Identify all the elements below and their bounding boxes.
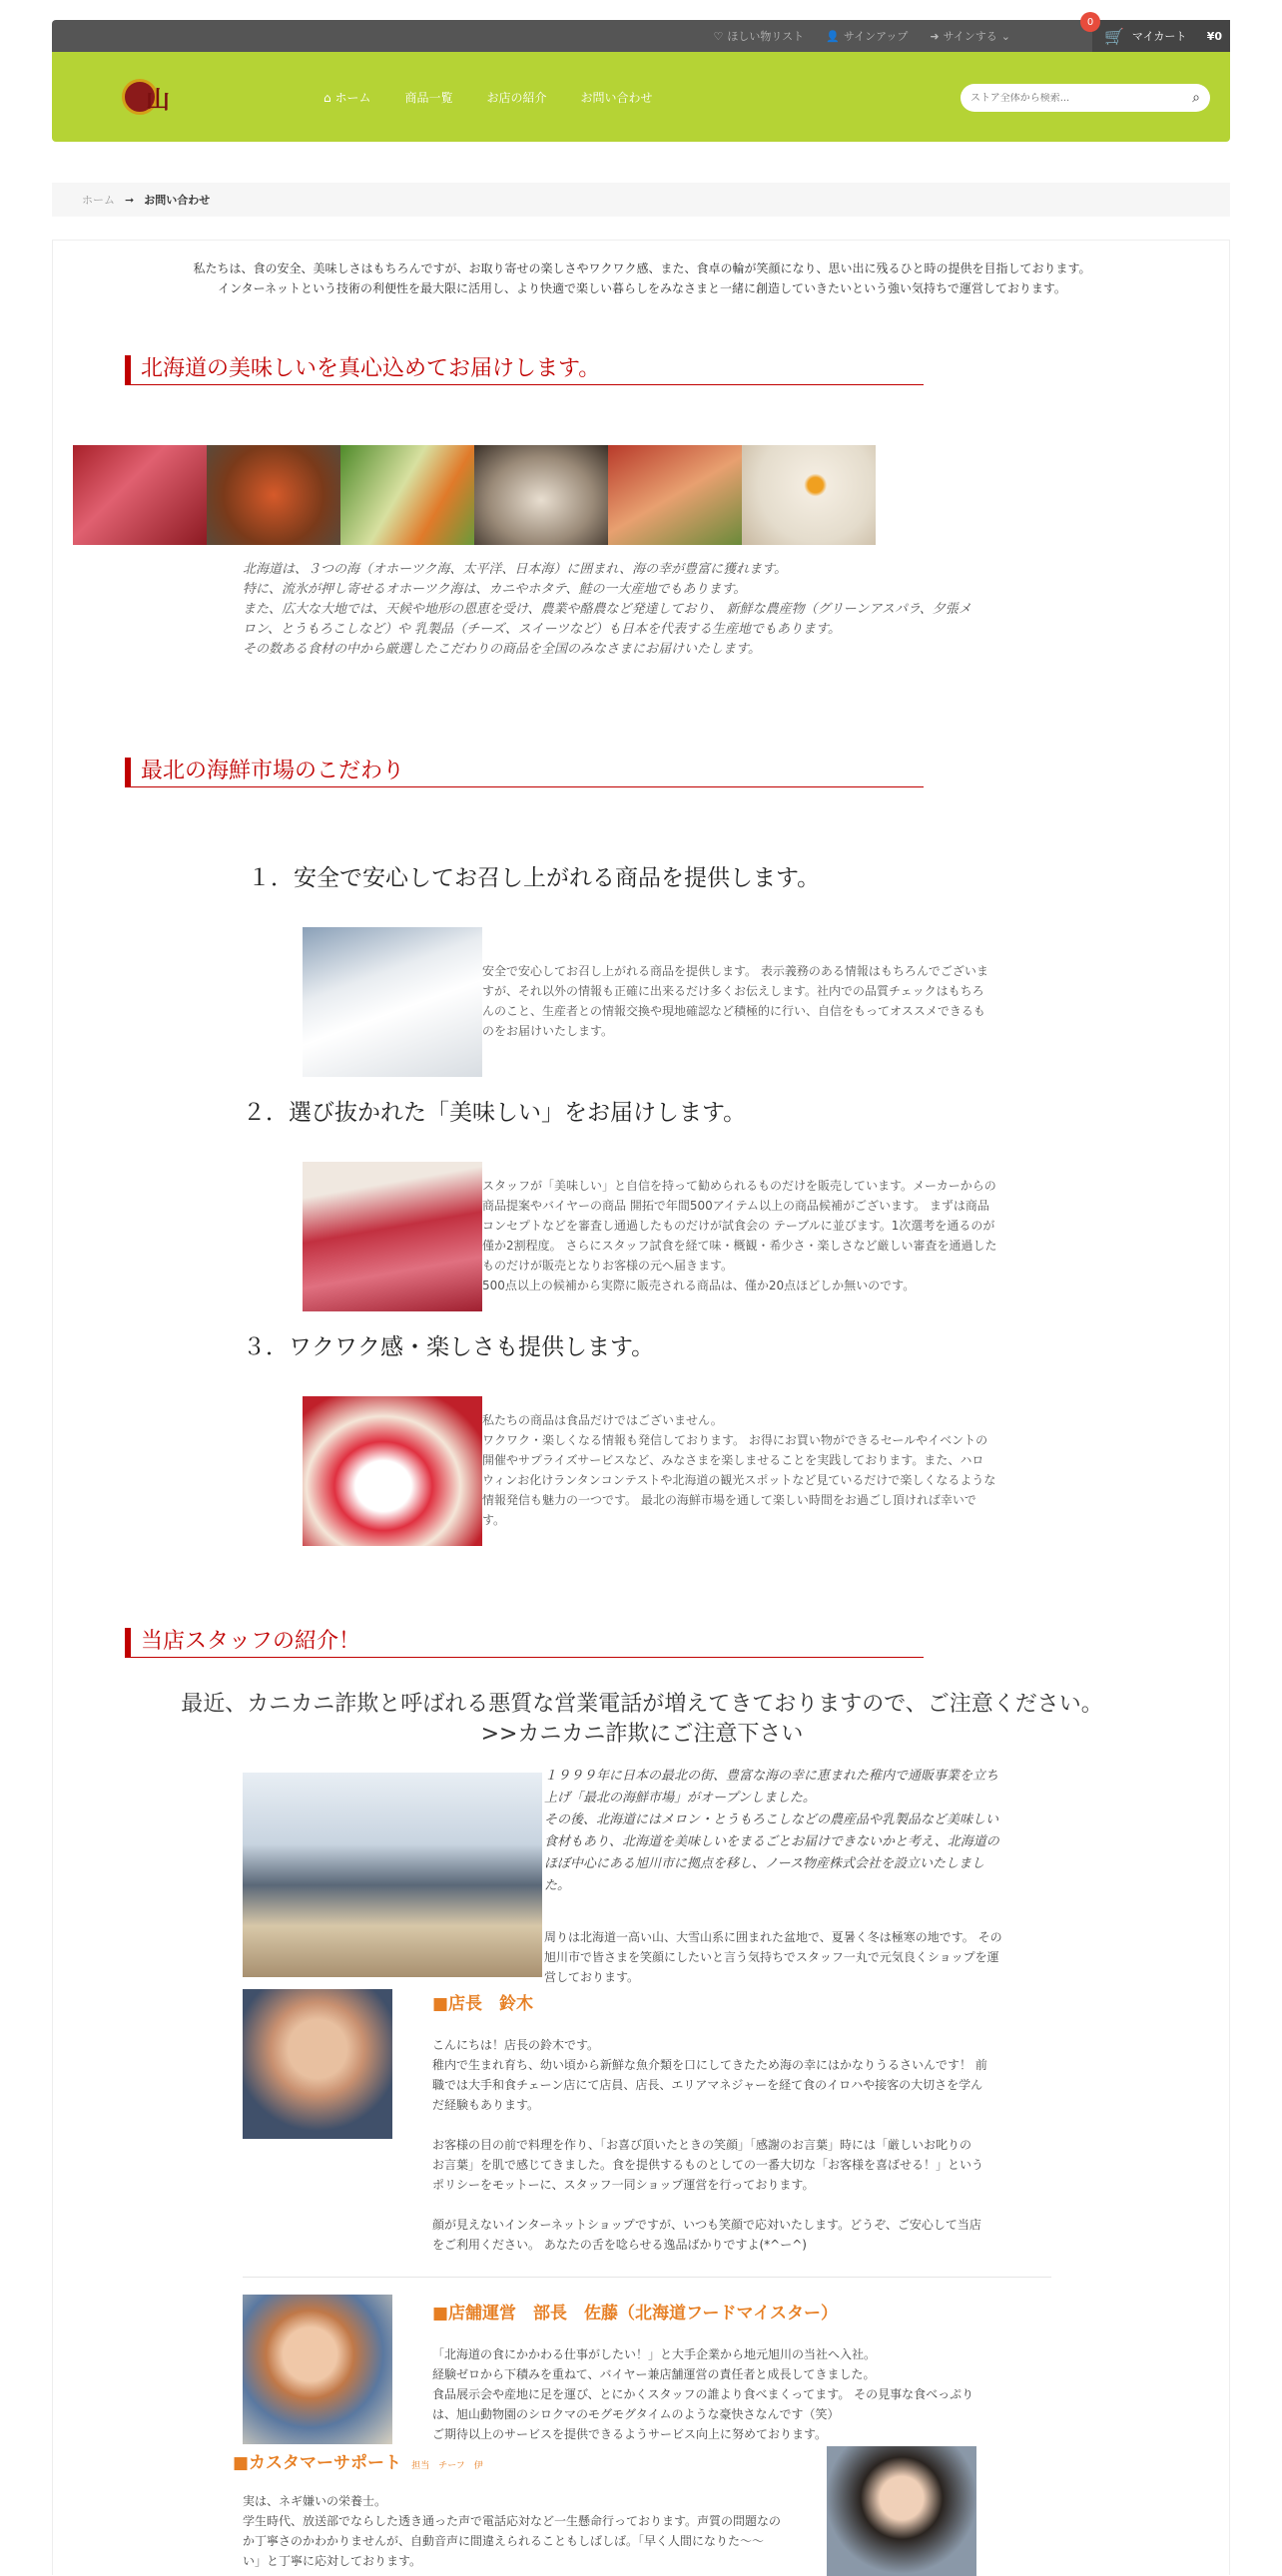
- scam-notice: 最近、カニカニ詐欺と呼ばれる悪質な営業電話が増えてきておりますので、ご注意ください。 >>カニカニ詐欺にご注意下さい: [53, 1690, 1231, 1750]
- wishlist-link[interactable]: ♡ ほしい物リスト: [713, 29, 805, 43]
- company-location: 周りは北海道一高い山、大雪山系に囲まれた盆地で、夏暑く冬は極寒の地です。 その 旭川市で皆さまを笑顔にしたいと言う気持ちでスタッフ一丸で元気良くショップを運 営しております。: [544, 1930, 1002, 1984]
- nav-home[interactable]: ⌂ ホーム: [323, 90, 371, 105]
- staff-support-name: ■カスタマーサポート: [233, 2453, 402, 2473]
- staff-sato-photo: [243, 2295, 392, 2444]
- user-icon: 👤: [826, 29, 840, 43]
- scam-notice-link[interactable]: >>カニカニ詐欺にご注意下さい: [480, 1722, 804, 1747]
- section-title-staff: 当店スタッフの紹介！: [125, 1628, 924, 1658]
- food-photo-strip: [73, 445, 876, 545]
- crab-photo: [207, 445, 340, 545]
- content-panel: [52, 240, 1230, 2575]
- hokkaido-description: 北海道は、３つの海（オホーツク海、太平洋、日本海）に囲まれ、海の幸が豊富に獲れます。 特に、流氷が押し寄せるオホーツク海は、カニやホタテ、鮭の一大産地でもあります。 また、広大な大地では、天候や地形の恩恵を受け、農業や酪農など発達しており、 新鮮な農産物（グリーンアスパラ、夕張メ ロン、とうもろこしなど）や 乳製品（チーズ、スイーツなど）も日本を代表する生産地でもあります。 その数ある食材の中から厳選したこだわりの商品を全国のみなさまにお届けいたします。: [243, 562, 971, 657]
- nav-contact[interactable]: お問い合わせ: [580, 90, 653, 105]
- vegetables-photo: [340, 445, 474, 545]
- signin-link[interactable]: ➜ サインする ⌄: [930, 29, 1010, 43]
- cart-icon: 🛒: [1104, 26, 1124, 46]
- wagyu-wine-photo: [303, 1162, 482, 1311]
- kodawari-heading-3: ３．ワクワク感・楽しさも提供します。: [243, 1334, 655, 1360]
- section-title-hokkaido: 北海道の美味しいを真心込めてお届けします。: [125, 355, 924, 385]
- staff-suzuki-name: ■店長 鈴木: [432, 1994, 534, 2014]
- signup-link[interactable]: 👤 サインアップ: [826, 29, 909, 43]
- intro-text: 私たちは、食の安全、美味しさはもちろんですが、お取り寄せの楽しさやワクワク感、また、食卓の輪が笑顔になり、思い出に残るひと時の提供を目指しております。 インターネットという技術の利便性を最大限に活用し、より快適で楽しい暮らしをみなさまと一緒に創造していきたいという強い気持ちで運営しております。: [193, 261, 1091, 295]
- nav-about[interactable]: お店の紹介: [486, 90, 547, 105]
- staff-support-name-row: [233, 2448, 483, 2473]
- staff-support-bio: 実は、ネギ嫌いの栄養士。 学生時代、放送部でならした透き通った声で電話応対など一生懸命行っております。声質の問題なの か丁寧さのかわかりませんが、自動音声に間違えられることもしばしば。「早く人間になりた～～ い」と丁寧に応対しております。: [243, 2494, 782, 2568]
- search-icon[interactable]: ⌕: [1192, 90, 1200, 106]
- cake-photo: [303, 1396, 482, 1546]
- account-links: [714, 20, 1011, 52]
- home-icon: ⌂: [323, 90, 335, 105]
- beef-photo: [73, 445, 207, 545]
- search-box: [961, 84, 1210, 112]
- site-logo[interactable]: [122, 77, 202, 117]
- breadcrumb-current: お問い合わせ: [144, 194, 211, 207]
- staff-sato-name: ■店舗運営 部長 佐藤（北海道フードマイスター）: [432, 2304, 839, 2323]
- heart-icon: ♡: [713, 29, 724, 43]
- site-header: [52, 52, 1230, 142]
- nav-products[interactable]: 商品一覧: [404, 90, 453, 105]
- section-title-kodawari: 最北の海鮮市場のこだわり: [125, 758, 924, 787]
- cart-button[interactable]: [1086, 16, 1230, 52]
- main-nav: [323, 52, 653, 142]
- breadcrumb: [52, 183, 1230, 217]
- kodawari-heading-1: １．安全で安心してお召し上がれる商品を提供します。: [248, 865, 821, 891]
- company-history: １９９９年に日本の最北の街、豊富な海の幸に恵まれた稚内で通販事業を立ち 上げ「最北の海鮮市場」がオープンしました。 その後、北海道にはメロン・とうもろこしなどの農産品や乳製品など美味しい 食材もあり、北海道を美味しいをまるごとお届けできないかと考え、北海道の ほぼ中心にある旭川市に拠点を移し、ノース物産株式会社を設立いたしまし た。: [544, 1769, 999, 1893]
- breadcrumb-arrow: ➞: [125, 193, 135, 207]
- staff-support-subtitle: 担当 チーフ 伊: [411, 2461, 483, 2471]
- cart-count-badge: 0: [1080, 12, 1100, 32]
- kodawari-text-1: 安全で安心してお召し上がれる商品を提供します。 表示義務のある情報はもちろんでございま すが、それ以外の情報も正確に出来るだけ多くお伝えします。社内での品質チェックはもちろ んのこと、生産者との情報交換や現地確認など積極的に行い、自信をもってオススメできるも のをお届けいたします。: [482, 964, 988, 1038]
- top-utility-bar: [52, 16, 1230, 52]
- staff-divider: [243, 2277, 1051, 2278]
- kodawari-text-3: 私たちの商品は食品だけではございません。 ワクワク・楽しくなる情報も発信しております。 お得にお買い物ができるセールやイベントの 開催やサプライズサービスなど、みなさまを楽しませることを実践しております。また、ハロ ウィンお化けランタンコンテストや北海道の観光スポットなど見ているだけで楽しくなるような 情報発信も魅力の一つです。 最北の海鮮市場を通して楽しい時間をお過ごし頂ければ幸いで す。: [482, 1413, 996, 1527]
- staff-suzuki-bio: こんにちは！店長の鈴木です。 稚内で生まれ育ち、幼い頃から新鮮な魚介類を口にしてきたため海の幸にはかなりうるさいんです！ 前 職では大手和食チェーン店にて店員、店長、エリアマネジャーを経て食のイロハや接客の大切さを学ん だ経験もあります。 お客様の目の前で料理を作り、「お喜び頂いたときの笑顔」「感謝のお言葉」時には「厳しいお叱りの お言葉」を肌で感じてきました。食を提供するものとしての一番大切な「お客様を喜ばせる！」という ポリシーをモットーに、スタッフ一同ショップ運営を行っております。 顔が見えないインターネットショップですが、いつも笑顔で応対いたします。どうぞ、ご安心して当店 をご利用ください。 あなたの舌を唸らせる逸品ばかりですよ(*^ー^): [432, 2038, 987, 2252]
- kodawari-text-2: スタッフが「美味しい」と自信を持って勧められるものだけを販売しています。メーカーからの 商品提案やバイヤーの商品 開拓で年間500アイテム以上の商品候補がございます。 まずは商品 コンセプトなどを審査し通過したものだけが試食会の テーブルに並びます。1次選考を通るのが 僅か2割程度。 さらにスタッフ試食を経て味・概観・希少さ・楽しさなど厳しい審査を通過した ものだけが販売となりお客様の元へ届きます。 500点以上の候補から実際に販売される商品は、僅か20点ほどしか無いのです。: [482, 1179, 997, 1292]
- rice-egg-photo: [742, 445, 876, 545]
- search-input[interactable]: [970, 93, 1192, 104]
- sausage-photo: [608, 445, 742, 545]
- office-photo: [243, 1773, 542, 1977]
- oyster-photo: [474, 445, 608, 545]
- breadcrumb-home[interactable]: ホーム: [82, 194, 115, 207]
- staff-sato-bio: 「北海道の食にかかわる仕事がしたい！」と大手企業から地元旭川の当社へ入社。 経験ゼロから下積みを重ねて、バイヤー兼店舗運営の責任者と成長してきました。 食品展示会や産地に足を運び、とにかくスタッフの誰より食べまくってます。 その見事な食べっぷり は、旭山動物園のシロクマのモグモグタイムのような豪快さなんです（笑） ご期待以上のサービスを提供できるようサービス向上に努めております。: [432, 2347, 974, 2441]
- cart-total: ¥0: [1206, 29, 1222, 43]
- staff-suzuki-photo: [243, 1989, 392, 2139]
- logo-text: 山: [146, 84, 170, 114]
- signin-icon: ➜: [930, 29, 940, 43]
- milk-photo: [303, 927, 482, 1077]
- kodawari-heading-2: ２．選び抜かれた「美味しい」をお届けします。: [243, 1100, 747, 1126]
- chevron-down-icon: ⌄: [1000, 29, 1010, 43]
- cart-label: マイカート: [1131, 30, 1187, 43]
